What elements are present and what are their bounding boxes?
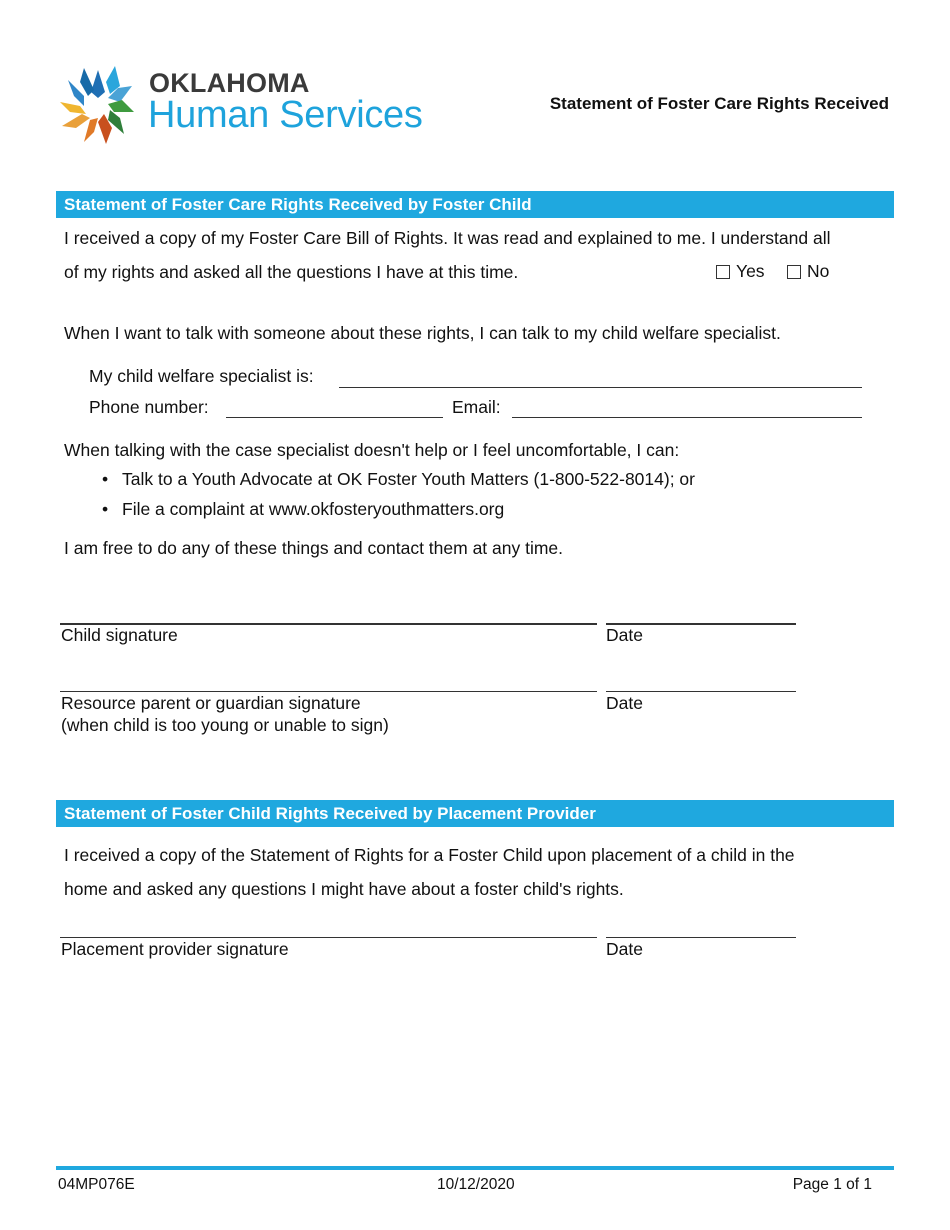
no-checkbox[interactable] — [787, 265, 801, 279]
section-heading-foster-child: Statement of Foster Care Rights Received by Foster Child — [56, 191, 894, 218]
list-item: • File a complaint at www.okfosteryouthmatters.org — [102, 499, 695, 529]
revision-date: 10/12/2020 — [437, 1176, 515, 1193]
email-field[interactable] — [512, 417, 862, 418]
section-heading-placement-provider: Statement of Foster Child Rights Received by Placement Provider — [56, 800, 894, 827]
guardian-signature-field[interactable] — [60, 691, 597, 692]
guardian-signature-note: (when child is too young or unable to sign) — [61, 715, 389, 735]
form-title: Statement of Foster Care Rights Received — [549, 94, 889, 113]
no-label: No — [807, 261, 830, 281]
phone-field[interactable] — [226, 417, 443, 418]
star-logo-icon — [58, 62, 138, 146]
phone-label: Phone number: — [89, 397, 209, 417]
yes-checkbox[interactable] — [716, 265, 730, 279]
rights-paragraph-line2: of my rights and asked all the questions I have at this time. — [64, 262, 519, 282]
yes-option[interactable] — [716, 261, 765, 282]
provider-date-label: Date — [606, 939, 643, 959]
talk-statement: When I want to talk with someone about these rights, I can talk to my child welfare specialist. — [64, 323, 781, 343]
logo-text-state: OKLAHOMA — [149, 68, 310, 98]
list-item: • Talk to a Youth Advocate at OK Foster Youth Matters (1-800-522-8014); or — [102, 469, 695, 499]
options-list — [102, 469, 695, 529]
guardian-signature-label: Resource parent or guardian signature — [61, 693, 361, 713]
guardian-date-field[interactable] — [606, 691, 796, 692]
footer-rule — [56, 1166, 894, 1170]
yes-label: Yes — [736, 261, 765, 281]
provider-signature-field[interactable] — [60, 937, 597, 938]
rights-paragraph-line1: I received a copy of my Foster Care Bill of Rights. It was read and explained to me. I understand all — [64, 228, 831, 248]
form-number: 04MP076E — [58, 1176, 135, 1193]
provider-date-field[interactable] — [606, 937, 796, 938]
free-statement: I am free to do any of these things and contact them at any time. — [64, 538, 564, 558]
provider-paragraph-line2: home and asked any questions I might have about a foster child's rights. — [64, 879, 624, 899]
child-date-label: Date — [606, 625, 643, 645]
specialist-field[interactable] — [339, 387, 862, 388]
page-number: Page 1 of 1 — [792, 1176, 872, 1193]
provider-signature-label: Placement provider signature — [61, 939, 289, 959]
guardian-date-label: Date — [606, 693, 643, 713]
logo-text-agency: Human Services — [148, 94, 423, 136]
provider-paragraph-line1: I received a copy of the Statement of Rights for a Foster Child upon placement of a child in the — [64, 845, 795, 865]
child-signature-label: Child signature — [61, 625, 178, 645]
specialist-label: My child welfare specialist is: — [89, 366, 314, 386]
no-option[interactable] — [787, 261, 829, 282]
email-label: Email: — [452, 397, 501, 417]
uncomfortable-statement: When talking with the case specialist doesn't help or I feel uncomfortable, I can: — [64, 440, 680, 460]
